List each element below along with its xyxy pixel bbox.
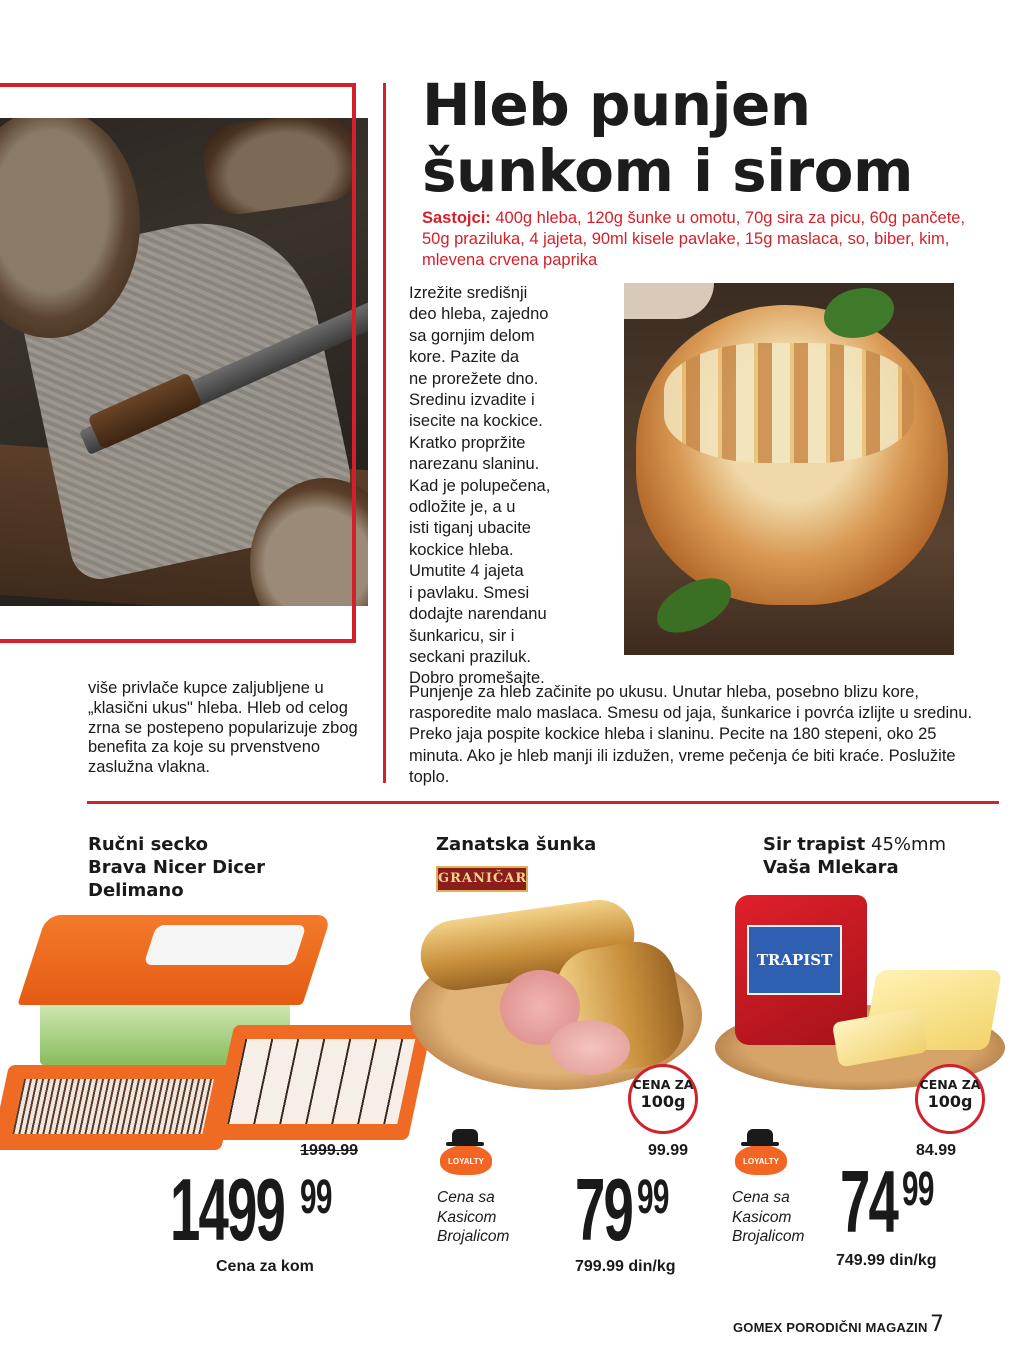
- price-main: 79: [575, 1160, 632, 1259]
- current-price: [170, 1160, 370, 1260]
- method-text-part1: Izrežite središnji deo hleba, zajedno sa gornjim delom kore. Pazite da ne prorežete dno. Sredinu izvadite i isecite na kockice. Kratko propržite narezanu slaninu. Kad je polupečena, odložite je, a u isti tiganj ubacite kockice hleba. Umutite 4 jajeta i pavlaku. Smesi dodajte narendanu šunkaricu, sir i seckani praziluk. Dobro promešajte.: [409, 284, 551, 688]
- ingredients-label: Sastojci:: [422, 209, 491, 227]
- loyalty-piggy-icon: [735, 1127, 797, 1177]
- old-price: 99.99: [647, 1142, 688, 1159]
- price-cents: 99: [636, 1171, 669, 1224]
- magazine-name: GOMEX PORODIČNI MAGAZIN: [733, 1320, 928, 1335]
- product-name-bold: Sir trapist: [763, 834, 866, 855]
- recipe-title-line: Hleb punjen: [422, 71, 811, 139]
- loyalty-text: [437, 1188, 547, 1247]
- loyalty-line: Kasicom: [732, 1208, 792, 1226]
- fork: [624, 283, 714, 319]
- loyalty-line: Brojalicom: [437, 1228, 510, 1245]
- loyalty-piggy-icon: [440, 1127, 502, 1177]
- bread-photo: [0, 118, 368, 606]
- current-price: [575, 1160, 705, 1260]
- price-per-100g-badge: [915, 1064, 985, 1134]
- loyalty-line: Cena sa: [732, 1189, 790, 1206]
- price-main: 1499: [170, 1160, 284, 1259]
- recipe-title: [422, 72, 982, 204]
- stuffed-bread-photo: [624, 283, 954, 655]
- product-name-line: Zanatska šunka: [436, 834, 597, 855]
- loyalty-line: Brojalicom: [732, 1228, 805, 1245]
- price-per-100g-badge: [628, 1064, 698, 1134]
- method-text-part2: Punjenje za hleb začinite po ukusu. Unutar hleba, posebno blizu kore, rasporedite malo maslaca. Smesu od jaja, šunkarice i povrća izlijte u sredinu. Preko jaja pospite kockice hleba i slaninu. Pecite na 180 stepeni, oko 25 minuta. Ako je hleb manji ili izdužen, vreme pečenja će biti kraće. Poslužite toplo.: [409, 683, 973, 786]
- ingredients: [422, 208, 992, 271]
- slicer-lid-top: [144, 925, 307, 965]
- unit-label: Cena za kom: [216, 1258, 314, 1275]
- price-cents: 99: [901, 1163, 934, 1216]
- unit-label: 749.99 din/kg: [836, 1252, 937, 1269]
- ham-slice: [550, 1020, 630, 1075]
- ingredients-text: 400g hleba, 120g šunke u omotu, 70g sira za picu, 60g pančete, 50g praziluka, 4 jajeta, 90ml kisele pavlake, 15g maslaca, so, biber, kim, mlevena crvena paprika: [422, 209, 966, 269]
- slicer-blade-insert: [210, 1025, 432, 1140]
- page-number: 7: [930, 1312, 944, 1337]
- badge-line: 100g: [927, 1092, 973, 1111]
- loyalty-line: Cena sa: [437, 1189, 495, 1206]
- section-divider: [87, 801, 999, 804]
- price-cents: 99: [299, 1171, 332, 1224]
- price-main: 74: [840, 1152, 897, 1251]
- badge-line: CENA ZA: [919, 1077, 981, 1092]
- product-name-slicer: [88, 833, 338, 902]
- loyalty-text: [732, 1188, 842, 1247]
- slicer-image: [0, 905, 420, 1155]
- product-name-line: Brava Nicer Dicer: [88, 857, 266, 878]
- loyalty-badge-text: LOYALTY: [743, 1157, 780, 1166]
- red-frame-top: [0, 83, 356, 87]
- intro-paragraph: više privlače kupce zaljubljene u „klasični ukus" hleba. Hleb od celog zrna se postepeno popularizuje zbog benefita za koje su prvenstveno zaslužna vlakna.: [88, 679, 358, 777]
- loyalty-badge-text: LOYALTY: [448, 1157, 485, 1166]
- loyalty-line: Kasicom: [437, 1208, 497, 1226]
- cheese-package-label: TRAPIST: [747, 925, 842, 995]
- red-frame-right: [352, 83, 356, 643]
- bread-slice: [199, 118, 360, 218]
- product-name-line: Vaša Mlekara: [763, 857, 899, 878]
- vertical-divider: [383, 83, 386, 783]
- recipe-title-line: šunkom i sirom: [422, 137, 913, 205]
- product-name-line: Ručni secko: [88, 834, 209, 855]
- parsley-leaf: [649, 571, 740, 641]
- old-price: 1999.99: [300, 1142, 358, 1159]
- product-name-light: 45%mm: [865, 834, 947, 855]
- product-name-line: Delimano: [88, 880, 184, 901]
- product-name-cheese: [763, 833, 1013, 879]
- product-name-ham: [436, 833, 686, 856]
- unit-label: 799.99 din/kg: [575, 1258, 676, 1275]
- red-frame-bottom: [0, 639, 356, 643]
- parsley-leaf: [824, 288, 894, 338]
- old-price: 84.99: [915, 1142, 956, 1159]
- melted-cheese: [664, 343, 914, 463]
- product-name-line: [763, 833, 1013, 856]
- slicer-blade-insert: [0, 1065, 239, 1150]
- badge-line: CENA ZA: [632, 1077, 694, 1092]
- badge-line: 100g: [640, 1092, 686, 1111]
- current-price: [840, 1152, 970, 1252]
- granicar-logo: GRANIČAR: [436, 866, 528, 892]
